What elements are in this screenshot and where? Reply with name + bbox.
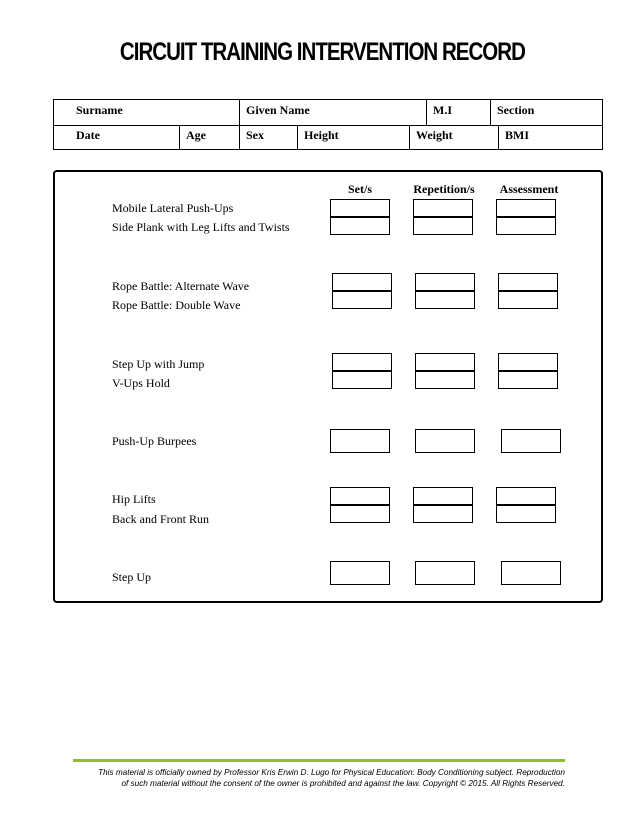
repetitions-input[interactable] [413,199,473,217]
bmi-field[interactable]: BMI [498,125,601,149]
height-field[interactable]: Height [297,125,409,149]
assessment-input[interactable] [501,561,561,585]
exercise-label: Rope Battle: Double Wave [112,298,241,312]
sets-input[interactable] [332,371,392,389]
sets-input[interactable] [330,561,390,585]
assessment-input[interactable] [498,353,558,371]
sets-input[interactable] [330,505,390,523]
footer-line-2: of such material without the consent of the owner is prohibited and against the law. Copyright © 2015. All Rights Reserved. [121,779,565,788]
assessment-input[interactable] [496,199,556,217]
exercise-label: Rope Battle: Alternate Wave [112,279,250,293]
assessment-input[interactable] [501,429,561,453]
column-header-assessment: Assessment [499,182,559,196]
footer-divider [73,759,565,762]
age-field[interactable]: Age [179,125,239,149]
exercise-label: Hip Lifts [112,492,156,506]
sex-field[interactable]: Sex [239,125,297,149]
info-row-1 [54,100,602,126]
repetitions-input[interactable] [415,353,475,371]
student-info-table [53,99,603,150]
info-row-2 [54,125,602,149]
exercise-label: Side Plank with Leg Lifts and Twists [112,220,290,234]
repetitions-input[interactable] [415,561,475,585]
exercise-label: Step Up [112,570,151,584]
exercise-label: Back and Front Run [112,512,209,526]
repetitions-input[interactable] [413,487,473,505]
footer-line-1: This material is officially owned by Professor Kris Erwin D. Lugo for Physical Education: Body Conditioning subject. Reproduction [98,768,565,777]
sets-input[interactable] [332,291,392,309]
exercise-label: Mobile Lateral Push-Ups [112,201,234,215]
assessment-input[interactable] [496,217,556,235]
exercise-label: Step Up with Jump [112,357,205,371]
mi-field[interactable]: M.I [426,100,490,125]
sets-input[interactable] [332,273,392,291]
assessment-input[interactable] [496,487,556,505]
page-title: CIRCUIT TRAINING INTERVENTION RECORD [119,38,525,66]
repetitions-input[interactable] [415,291,475,309]
surname-field[interactable]: Surname [76,103,123,117]
section-field[interactable]: Section [490,100,601,125]
repetitions-input[interactable] [415,371,475,389]
weight-field[interactable]: Weight [409,125,498,149]
sets-input[interactable] [330,487,390,505]
repetitions-input[interactable] [415,273,475,291]
date-field[interactable]: Date [76,128,100,142]
column-header-sets: Set/s [348,182,372,196]
exercise-label: V-Ups Hold [112,376,170,390]
repetitions-input[interactable] [413,217,473,235]
sets-input[interactable] [332,353,392,371]
repetitions-input[interactable] [413,505,473,523]
column-header-repetitions: Repetition/s [413,182,475,196]
sets-input[interactable] [330,199,390,217]
assessment-input[interactable] [498,273,558,291]
sets-input[interactable] [330,217,390,235]
sets-input[interactable] [330,429,390,453]
copyright-footer [73,767,565,789]
exercise-label: Push-Up Burpees [112,434,197,448]
assessment-input[interactable] [498,291,558,309]
given-name-field[interactable]: Given Name [239,100,426,125]
assessment-input[interactable] [496,505,556,523]
repetitions-input[interactable] [415,429,475,453]
assessment-input[interactable] [498,371,558,389]
